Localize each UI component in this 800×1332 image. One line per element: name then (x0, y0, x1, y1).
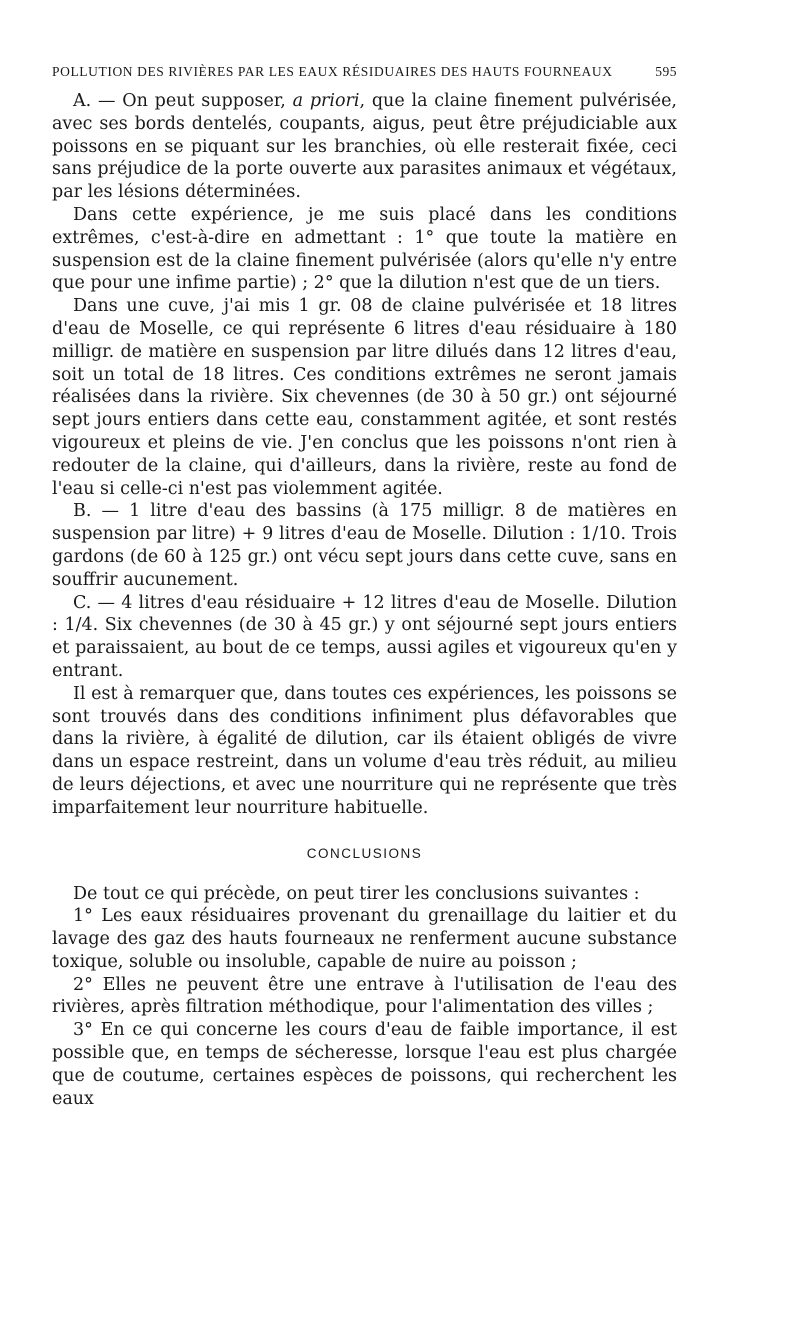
book-page (52, 64, 677, 1110)
paragraph-remark: Il est à remarquer que, dans toutes ces expériences, les poissons se sont trouvés dans des conditions infiniment plus défavorables que dans la rivière, à égalité de dilution, car ils étaient obligés de vivre dans un espace restreint, dans un volume d'eau très réduit, au milieu de leurs déjections, et avec une nourriture qui ne représente que très imparfaitement leur nourriture habituelle. (52, 683, 677, 818)
body-text (52, 90, 677, 1110)
page-number: 595 (655, 64, 677, 79)
paragraph-a: A. — On peut supposer, a priori, que la claine finement pulvérisée, avec ses bords dentelés, coupants, aigus, peut être préjudiciable aux poissons en se piquant sur les branchies, où elle resterait fixée, ceci sans préjudice de la porte ouverte aux parasites animaux et végétaux, par les lésions déterminées. (52, 91, 677, 203)
paragraph-experiment-conditions: Dans cette expérience, je me suis placé dans les conditions extrêmes, c'est-à-dire en admettant : 1° que toute la matière en suspension est de la claine finement pulvérisée (alors qu'elle n'y entre que pour une infime partie) ; 2° que la dilution n'est que de un tiers. (52, 204, 677, 294)
paragraph-c: C. — 4 litres d'eau résiduaire + 12 litres d'eau de Moselle. Dilution : 1/4. Six chevennes (de 30 à 45 gr.) y ont séjourné sept jours entiers et paraissaient, au bout de ce temps, aussi agiles et vigoureux qu'en y entrant. (52, 592, 677, 681)
conclusion-1: 1° Les eaux résiduaires provenant du grenaillage du laitier et du lavage des gaz des hauts fourneaux ne renferment aucune substance toxique, soluble ou insoluble, capable de nuire au poisson ; (52, 906, 677, 972)
conclusion-3: 3° En ce qui concerne les cours d'eau de faible importance, il est possible que, en temps de sécheresse, lorsque l'eau est plus chargée que de coutume, certaines espèces de poissons, qui recherchent les eaux (52, 1020, 677, 1109)
paragraph-conclusions-intro: De tout ce qui précède, on peut tirer les conclusions suivantes : (73, 883, 640, 904)
conclusions-heading: CONCLUSIONS (306, 845, 423, 861)
running-header (52, 64, 677, 80)
paragraph-b: B. — 1 litre d'eau des bassins (à 175 milligr. 8 de matières en suspension par litre) + 9 litres d'eau de Moselle. Dilution : 1/10. Trois gardons (de 60 à 125 gr.) ont vécu sept jours dans cette cuve, sans en souffrir aucunement. (52, 501, 677, 590)
italic-phrase: a priori (292, 91, 360, 111)
conclusion-2: 2° Elles ne peuvent être une entrave à l'utilisation de l'eau des rivières, après filtration méthodique, pour l'alimentation des villes ; (52, 974, 677, 1018)
running-title: POLLUTION DES RIVIÈRES PAR LES EAUX RÉSIDUAIRES DES HAUTS FOURNEAUX (52, 64, 613, 79)
paragraph-cuve: Dans une cuve, j'ai mis 1 gr. 08 de claine pulvérisée et 18 litres d'eau de Moselle, ce qui représente 6 litres d'eau résiduaire à 180 milligr. de matière en suspension par litre dilués dans 12 litres d'eau, soit un total de 18 litres. Ces conditions extrêmes ne seront jamais réalisées dans la rivière. Six chevennes (de 30 à 50 gr.) ont séjourné sept jours entiers dans cette eau, constamment agitée, et sont restés vigoureux et pleins de vie. J'en conclus que les poissons n'ont rien à redouter de la claine, qui d'ailleurs, dans la rivière, reste au fond de l'eau si celle-ci n'est pas violemment agitée. (52, 296, 677, 499)
